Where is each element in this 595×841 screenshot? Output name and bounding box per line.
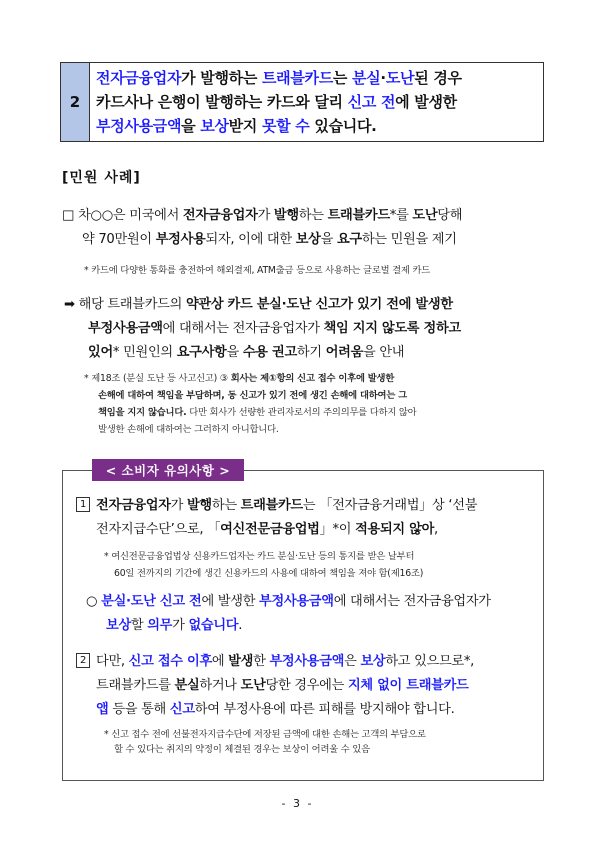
notice-item-2-footnote: * 신고 접수 전에 선불전자지급수단에 저장된 금액에 대한 손해는 고객의 부담으로 할 수 있다는 취지의 약정이 체결된 경우는 보상이 어려울 수 있음 [104,729,426,755]
circle-bullet-icon: ○ [86,594,98,609]
notice-item-1: 1 전자금융업자가 발행하는 트래블카드는 「전자금융거래법」상 ‘선불 전자지급수단’으로, 「여신전문금융업법」*이 적용되지 않아, [76,494,536,542]
right-arrow-icon: ➡ [64,297,75,312]
case-line-1: □ 차○○은 미국에서 전자금융업자가 발행하는 트래블카드*를 도난당해 [62,208,463,223]
section-number: 2 [61,63,90,141]
result-line-1: ➡ 해당 트래블카드의 약관상 카드 분실·도난 신고가 있기 전에 발생한 [64,297,453,312]
heading-line-1: 전자금융업자가 발행하는 트래블카드는 분실·도난된 경우 [96,69,462,87]
heading-line-2: 카드사나 은행이 발행하는 카드와 달리 신고 전에 발생한 [96,93,457,111]
notice-item-1-footnote: * 여신전문금융업법상 신용카드업자는 카드 분실·도난 등의 통지를 받은 날부터 60일 전까지의 기간에 생긴 신용카드의 사용에 대하여 책임을 져야 함(제16조) [104,551,424,579]
notice-bullet: ○ 분실·도난 신고 전에 발생한 부정사용금액에 대해서는 전자금융업자가 보상할 의무가 없습니다. [86,594,491,633]
result-line-3: 있어* 민원인의 요구사항을 수용 권고하기 어려움을 안내 [88,345,405,360]
heading-line-3: 부정사용금액을 보상받지 못할 수 있습니다. [96,117,377,135]
case-description [62,204,540,252]
case-result [64,293,542,365]
section-header-box [60,62,544,142]
consumer-notice-title: < 소비자 유의사항 > [92,459,244,481]
case-section-label: [민원 사례] [62,170,141,186]
item-number-box: 1 [76,497,90,512]
square-bullet-icon: □ [62,208,75,223]
item-number-box: 2 [76,653,90,668]
terms-footnote: * 제18조 (분실 도난 등 사고신고) ③ 회사는 제①항의 신고 접수 이후에 발생한 손해에 대하여 책임을 부담하며, 동 신고가 있기 전에 생긴 손해에 대하여는 그 책임을 지지 않습니다. 다만 회사가 선량한 관리자로서의 주의의무를 다하지 않아 발생한 손해에 대하여는 그러하지 아니합니다. [84,373,417,435]
section-heading [90,63,543,141]
page-number: - 3 - [281,797,314,810]
case-footnote: * 카드에 다양한 통화를 충전하여 해외결제, ATM출금 등으로 사용하는 글로벌 결제 카드 [84,265,431,276]
result-line-2: 부정사용금액에 대해서는 전자금융업자가 책임 지지 않도록 정하고 [88,321,461,336]
notice-item-2: 2 다만, 신고 접수 이후에 발생한 부정사용금액은 보상하고 있으므로*, 트래블카드를 분실하거나 도난당한 경우에는 지체 없이 트래블카드 앱 등을 통해 신고하여 부정사용에 따른 피해를 방지해야 합니다. [76,650,536,722]
case-line-2: 약 70만원이 부정사용되자, 이에 대한 보상을 요구하는 민원을 제기 [82,232,457,247]
